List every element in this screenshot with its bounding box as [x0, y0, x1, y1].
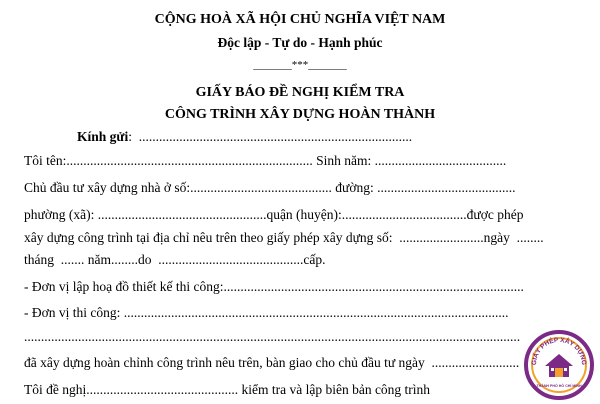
ward-district-row: phường (xã): ..................................................quận (huyện):.....................................được phép: [24, 207, 524, 222]
permit-date-row: tháng ....... năm........do ...........................................cấp.: [24, 252, 326, 267]
document-title-line1: GIẤY BÁO ĐỀ NGHỊ KIỂM TRA: [195, 85, 405, 100]
logo-arc-text: GIẤY PHÉP XÂY DỰNG: [530, 336, 588, 366]
permit-logo: [524, 330, 594, 400]
owner-address-row: Chủ đầu tư xây dựng nhà ở số:.......................................... đường: .........................................: [24, 180, 516, 195]
recipient-field: : .................................................................................: [128, 129, 413, 144]
document-title-line2: CÔNG TRÌNH XÂY DỰNG HOÀN THÀNH: [164, 107, 436, 122]
motto-heading: Độc lập - Tự do - Hạnh phúc: [217, 35, 383, 50]
design-unit-row: - Đơn vị lập hoạ đồ thiết kế thi công:.........................................................................................: [24, 279, 524, 294]
heading-separator: _______***_______: [253, 59, 347, 71]
completion-row: đã xây dựng hoàn chỉnh công trình nêu trên, bàn giao cho chủ đầu tư ngày ..........................: [24, 355, 520, 370]
recipient-label: Kính gửi: [77, 129, 129, 144]
recipient-row: [77, 130, 412, 144]
nation-heading: CỘNG HOÀ XÃ HỘI CHỦ NGHĨA VIỆT NAM: [154, 12, 446, 27]
request-row: Tôi đề nghị............................................. kiểm tra và lập biên bản công trình: [24, 382, 431, 397]
construction-unit-row: - Đơn vị thi công: ..................................................................................................................: [24, 305, 509, 320]
continuation-row: ...................................................................................................................................................: [24, 329, 521, 344]
name-row: Tôi tên:......................................................................... Sinh năm: .......................................: [24, 153, 507, 168]
logo-bottom-text: THÀNH PHỐ HỒ CHÍ MINH: [536, 384, 582, 388]
permit-number-row: xây dựng công trình tại địa chỉ nêu trên theo giấy phép xây dựng số: .........................ngày ........: [24, 230, 544, 245]
